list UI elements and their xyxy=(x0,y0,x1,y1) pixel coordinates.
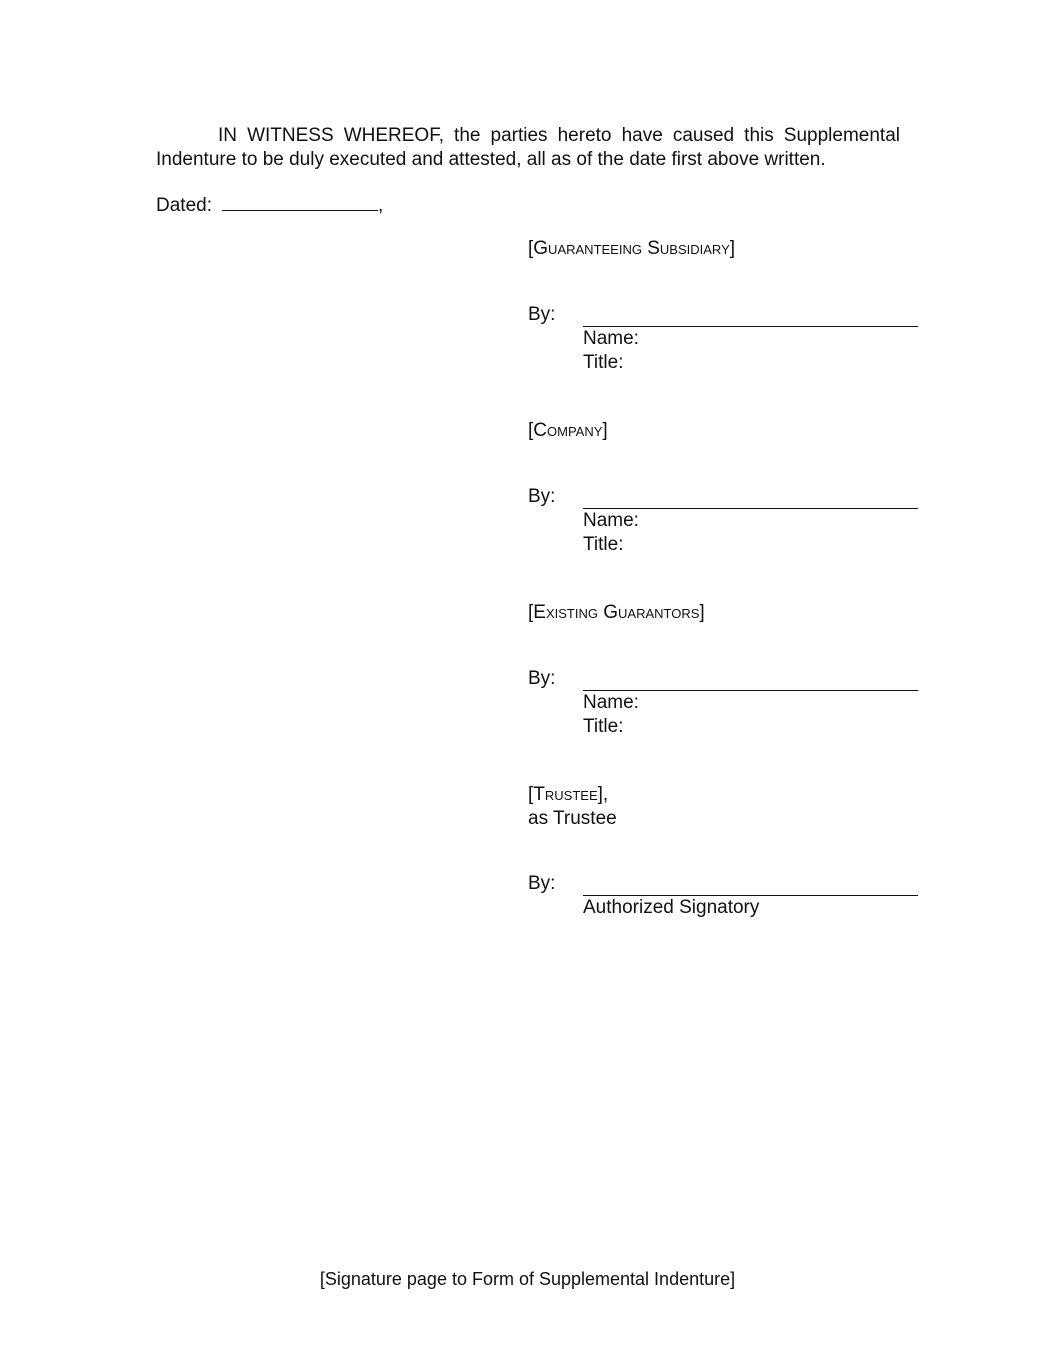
party-name-trustee xyxy=(528,783,608,807)
bracket-open: [ xyxy=(528,602,534,623)
bracket-open: [ xyxy=(528,420,534,441)
date-blank xyxy=(222,193,378,211)
bracket-close: ] xyxy=(602,420,608,441)
dated-label: Dated: xyxy=(156,195,212,216)
party-label: Guaranteeing Subsidiary xyxy=(533,238,730,259)
title-label: Title: xyxy=(583,716,624,737)
trustee-role: as Trustee xyxy=(528,808,617,829)
party-name-existing-guarantors xyxy=(528,601,705,625)
title-label: Title: xyxy=(583,534,624,555)
party-label: Trustee xyxy=(533,784,598,805)
name-label: Name: xyxy=(583,510,639,531)
bracket-close: ] xyxy=(699,602,705,623)
bracket-open: [ xyxy=(528,784,534,805)
by-label: By: xyxy=(528,486,556,507)
party-label: Company xyxy=(533,420,603,441)
name-label: Name: xyxy=(583,328,639,349)
by-label: By: xyxy=(528,873,556,894)
witness-line-1: IN WITNESS WHEREOF, the parties hereto have caused this Supplemental xyxy=(218,125,900,146)
dated-suffix: , xyxy=(377,195,384,216)
party-name-guaranteeing-subsidiary xyxy=(528,237,735,261)
bracket-close: ] xyxy=(729,238,736,259)
party-name-company xyxy=(528,419,608,443)
bracket-open: [ xyxy=(528,238,534,259)
page-footer: [Signature page to Form of Supplemental Indenture] xyxy=(319,1269,736,1289)
by-label: By: xyxy=(528,304,556,325)
dated-line xyxy=(156,193,383,218)
name-label: Name: xyxy=(583,692,639,713)
bracket-close: ], xyxy=(597,784,609,805)
witness-line-2: Indenture to be duly executed and attested, all as of the date first above written. xyxy=(156,149,826,170)
title-label: Title: xyxy=(583,352,624,373)
witness-paragraph xyxy=(156,124,900,172)
authorized-signatory-label: Authorized Signatory xyxy=(583,897,760,918)
by-label: By: xyxy=(528,668,556,689)
party-label: Existing Guarantors xyxy=(533,602,700,623)
